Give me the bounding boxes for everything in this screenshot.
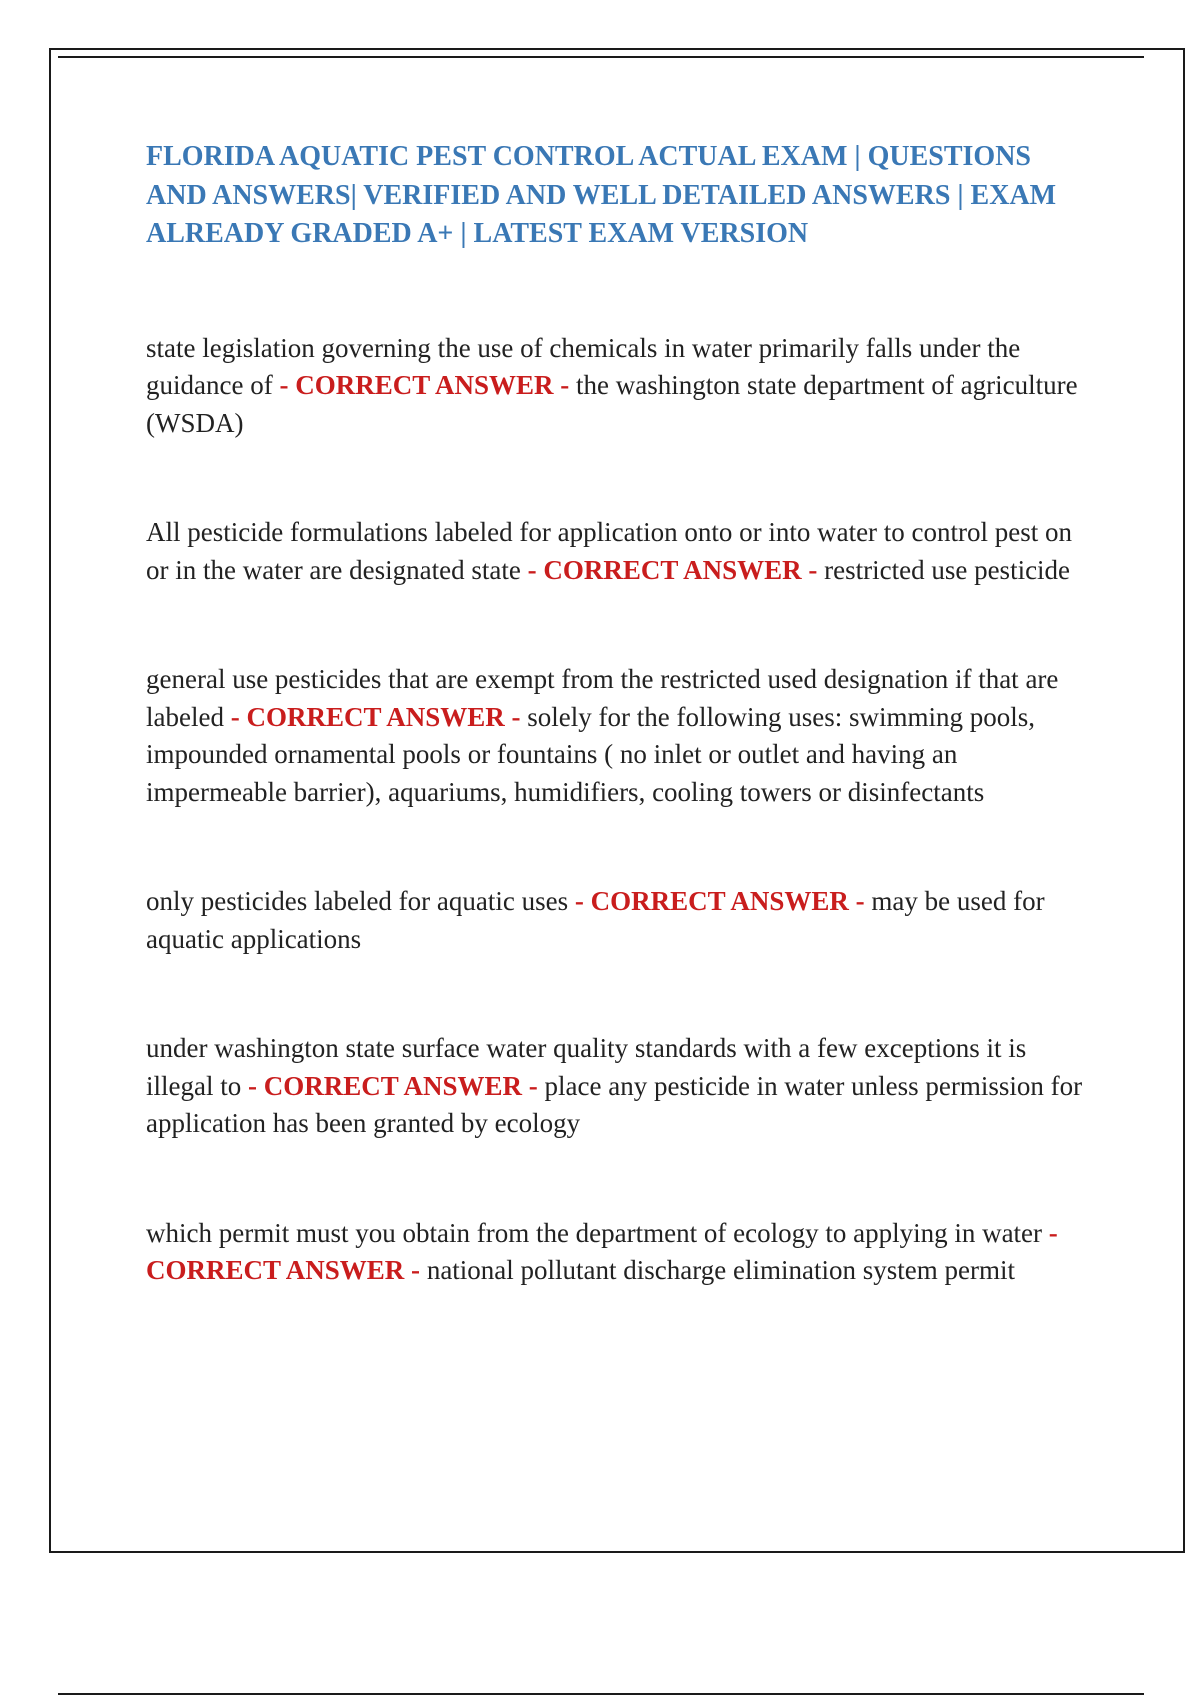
qa-item — [146, 1215, 1094, 1290]
question-text: under washington state surface water quality standards with a few exceptions it is illegal to — [146, 1033, 1027, 1101]
question-text: state legislation governing the use of chemicals in water primarily falls under the guidance of — [146, 332, 1021, 400]
qa-item — [146, 883, 1094, 958]
correct-answer-label: - CORRECT ANSWER - — [241, 1070, 545, 1101]
question-text: All pesticide formulations labeled for application onto or into water to control pest on or in the water are designated state — [146, 517, 1073, 585]
correct-answer-label: - CORRECT ANSWER - — [272, 370, 576, 400]
document-title: FLORIDA AQUATIC PEST CONTROL ACTUAL EXAM | QUESTIONS AND ANSWERS| VERIFIED AND WELL DETAILED ANSWERS | EXAM ALREADY GRADED A+ | LATEST EXAM VERSION — [146, 141, 1057, 249]
answer-text: place any pesticide in water unless permission for application has been granted by ecology — [146, 1070, 1083, 1138]
question-text: which permit must you obtain from the department of ecology to applying in water — [146, 1217, 1043, 1248]
answer-text: restricted use pesticide — [824, 554, 1071, 585]
answer-text: solely for the following uses: swimming pools, impounded ornamental pools or fountains ( no inlet or outlet and having an impermeable barrier), aquariums, humidifiers, cooling towers or disinfectants — [146, 701, 1035, 807]
qa-item — [146, 330, 1094, 443]
page-content — [146, 138, 1094, 1362]
question-text: only pesticides labeled for aquatic uses — [146, 886, 569, 916]
qa-item — [146, 661, 1094, 811]
bottom-rule — [58, 1693, 1144, 1695]
answer-text: national pollutant discharge elimination system permit — [426, 1255, 1015, 1285]
qa-list — [146, 330, 1094, 1290]
answer-text: may be used for aquatic applications — [146, 886, 1045, 954]
question-text: general use pesticides that are exempt from the restricted used designation if that are labeled — [146, 664, 1059, 732]
correct-answer-label: - CORRECT ANSWER - — [223, 701, 528, 732]
qa-item — [146, 1030, 1094, 1143]
correct-answer-label: - CORRECT ANSWER - — [520, 554, 825, 585]
qa-item — [146, 514, 1094, 589]
correct-answer-label: - CORRECT ANSWER - — [146, 1217, 1058, 1285]
correct-answer-label: - CORRECT ANSWER - — [568, 886, 872, 916]
answer-text: the washington state department of agriculture (WSDA) — [146, 370, 1078, 438]
